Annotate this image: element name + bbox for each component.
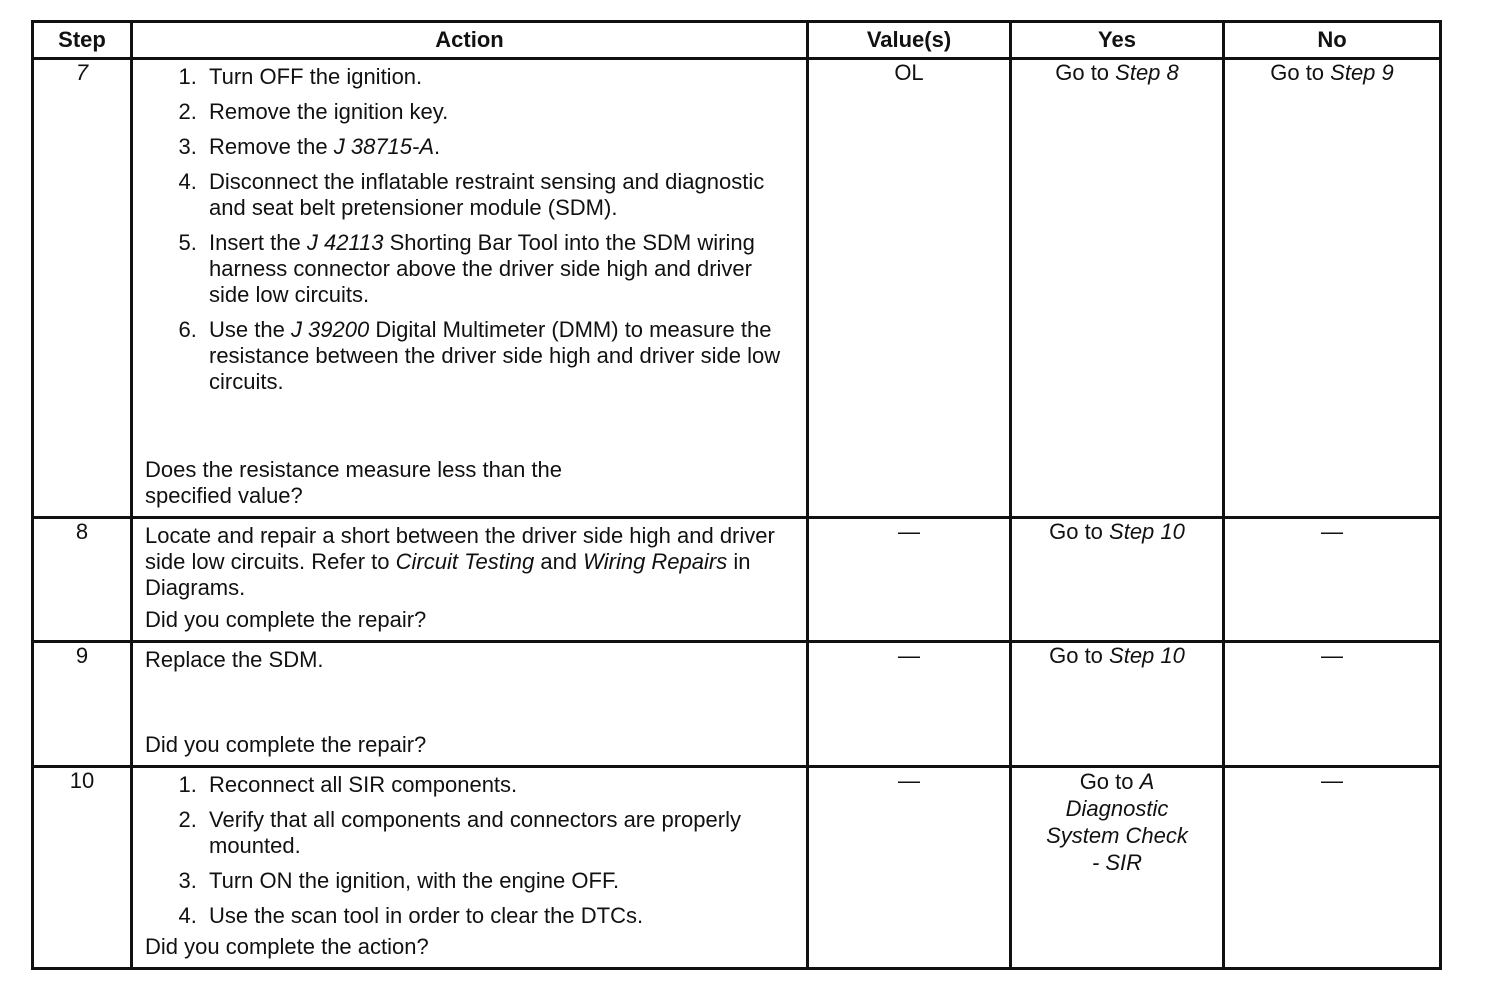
no-step-link: Step 9 xyxy=(1330,60,1394,85)
step-number: 9 xyxy=(33,642,132,767)
header-row xyxy=(33,22,1441,59)
yes-step-link: Step 8 xyxy=(1115,60,1179,85)
yes-step-link: A Diagnostic System Check - SIR xyxy=(1046,769,1188,875)
action-question: Did you complete the repair? xyxy=(145,732,427,757)
step-number: 10 xyxy=(33,767,132,969)
action-step-item: 1. Turn OFF the ignition. xyxy=(203,64,798,90)
tool-ref: J 39200 xyxy=(290,317,370,342)
action-step-item: 4. Use the scan tool in order to clear the DTCs. xyxy=(203,903,798,929)
no-cell: Go to Step 9 xyxy=(1224,59,1441,518)
yes-cell: Go to Step 10 xyxy=(1011,642,1224,767)
header-action: Action xyxy=(132,22,808,59)
action-step-item: 2. Remove the ignition key. xyxy=(203,99,798,125)
header-step: Step xyxy=(33,22,132,59)
action-question: Did you complete the action? xyxy=(145,934,429,959)
yes-step-link: Step 10 xyxy=(1109,519,1185,544)
action-steps xyxy=(145,772,798,929)
action-question: Does the resistance measure less than the specified value? xyxy=(145,457,563,508)
header-values: Value(s) xyxy=(808,22,1011,59)
value-cell: — xyxy=(808,642,1011,767)
tool-ref: J 38715-A xyxy=(333,134,435,159)
step-number: 7 xyxy=(33,59,132,518)
reference-wiring-repairs: Wiring Repairs xyxy=(583,549,728,574)
yes-step-link: Step 10 xyxy=(1109,643,1185,668)
action-step-item: 5. Insert the J 42113 Shorting Bar Tool into the SDM wiring harness connector above the driver side high and driver side low circuits. xyxy=(203,230,798,308)
reference-circuit-testing: Circuit Testing xyxy=(395,549,535,574)
header-yes: Yes xyxy=(1011,22,1224,59)
table-row-step-10 xyxy=(33,767,1441,969)
yes-cell: Go to A Diagnostic System Check - SIR xyxy=(1011,767,1224,969)
tool-ref: J 42113 xyxy=(306,230,384,255)
action-question: Did you complete the repair? xyxy=(145,607,427,632)
value-cell: OL xyxy=(808,59,1011,518)
action-step-item: 3. Turn ON the ignition, with the engine OFF. xyxy=(203,868,798,894)
table-row-step-7 xyxy=(33,59,1441,518)
value-cell: — xyxy=(808,518,1011,642)
action-cell xyxy=(132,518,808,642)
yes-cell: Go to Step 8 xyxy=(1011,59,1224,518)
value-cell: — xyxy=(808,767,1011,969)
action-text: Locate and repair a short between the driver side high and driver side low circuits. Refer to Circuit Testing and Wiring Repairs in Diagrams. xyxy=(145,523,775,600)
action-text: Replace the SDM. xyxy=(145,647,324,672)
table-row-step-8 xyxy=(33,518,1441,642)
action-cell xyxy=(132,59,808,518)
table-row-step-9 xyxy=(33,642,1441,767)
action-cell xyxy=(132,767,808,969)
action-cell xyxy=(132,642,808,767)
action-steps xyxy=(145,64,798,395)
header-no: No xyxy=(1224,22,1441,59)
diagnostic-table xyxy=(31,20,1442,970)
yes-cell: Go to Step 10 xyxy=(1011,518,1224,642)
step-number: 8 xyxy=(33,518,132,642)
no-cell: — xyxy=(1224,767,1441,969)
no-cell: — xyxy=(1224,642,1441,767)
reference-diagrams: Diagrams. xyxy=(145,575,246,600)
action-step-item: 1. Reconnect all SIR components. xyxy=(203,772,798,798)
action-step-item: 3. Remove the J 38715-A. xyxy=(203,134,798,160)
action-step-item: 2. Verify that all components and connectors are properly mounted. xyxy=(203,807,798,859)
no-cell: — xyxy=(1224,518,1441,642)
action-step-item: 6. Use the J 39200 Digital Multimeter (DMM) to measure the resistance between the driver side high and driver side low circuits. xyxy=(203,317,798,395)
action-step-item: 4. Disconnect the inflatable restraint sensing and diagnostic and seat belt pretensioner module (SDM). xyxy=(203,169,798,221)
